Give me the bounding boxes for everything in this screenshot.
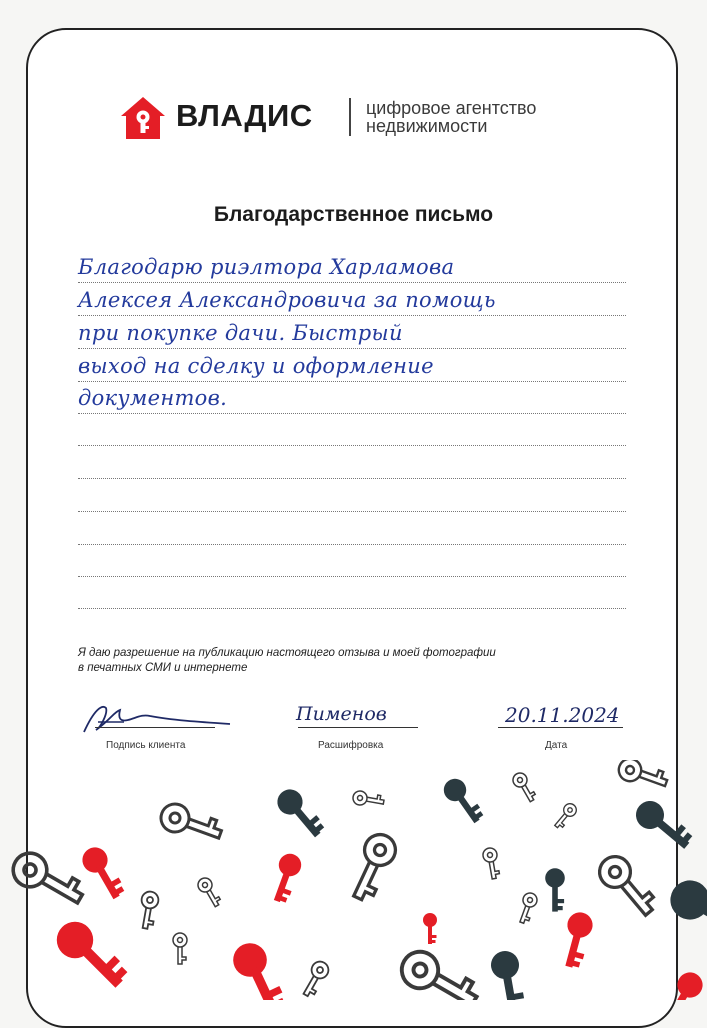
handwritten-line-1: Благодарю риэлтора Харламова	[78, 255, 455, 279]
tagline-line-1: цифровое агентство	[366, 98, 537, 118]
client-signature-icon	[80, 700, 240, 736]
handwritten-line-5: документов.	[78, 386, 228, 410]
consent-line-2: в печатных СМИ и интернете	[78, 662, 248, 674]
letter-title: Благодарственное письмо	[213, 203, 494, 226]
writing-line	[78, 608, 626, 609]
handwritten-line-3: при покупке дачи. Быстрый	[78, 321, 403, 345]
date-label: Дата	[545, 740, 568, 751]
publication-consent	[78, 646, 598, 676]
date-handwritten: 20.11.2024	[505, 703, 620, 727]
writing-line	[78, 445, 626, 446]
client-signature-label: Подпись клиента	[106, 740, 186, 751]
writing-line	[78, 413, 626, 414]
decode-handwritten: Пименов	[296, 703, 387, 725]
date-line	[498, 727, 623, 728]
writing-line	[78, 544, 626, 545]
consent-line-1: Я даю разрешение на публикацию настоящего отзыва и моей фотографии	[78, 647, 496, 659]
decode-label: Расшифровка	[318, 740, 384, 751]
writing-line	[78, 348, 626, 349]
writing-line	[78, 282, 626, 283]
tagline-line-2: недвижимости	[366, 116, 488, 136]
writing-line	[78, 576, 626, 577]
writing-line	[78, 315, 626, 316]
keys-pattern-icon	[0, 760, 707, 1000]
brand-name: ВЛАДИС	[176, 98, 313, 133]
handwritten-line-4: выход на сделку и оформление	[78, 354, 434, 378]
writing-line	[78, 478, 626, 479]
handwritten-line-2: Алексея Александровича за помощь	[78, 288, 496, 312]
writing-line	[78, 511, 626, 512]
decode-line	[298, 727, 418, 728]
client-signature-line	[95, 727, 215, 728]
writing-line	[78, 381, 626, 382]
